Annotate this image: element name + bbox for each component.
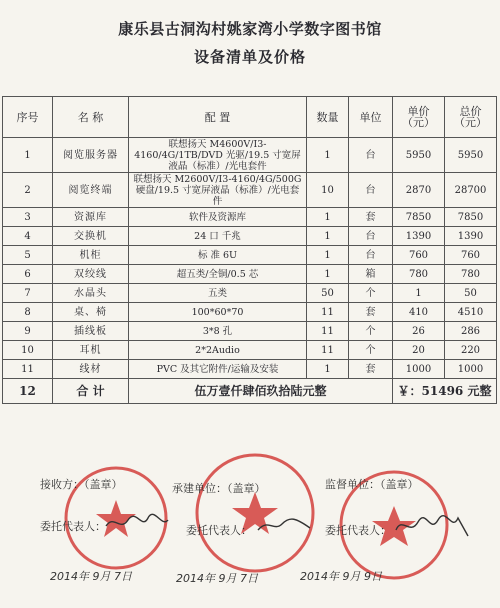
document-title: 康乐县古洞沟村姚家湾小学数字图书馆: [118, 20, 382, 38]
row-number: 7: [3, 284, 53, 303]
table-row: [3, 138, 497, 173]
table-row: [3, 360, 497, 379]
date-supervisor: 2014年 9月 9日: [300, 570, 382, 583]
item-quantity: 1: [307, 138, 349, 173]
item-name: 阅览终端: [53, 173, 129, 208]
item-unit-price: 760: [393, 246, 445, 265]
item-name: 机柜: [53, 246, 129, 265]
item-name: 插线板: [53, 322, 129, 341]
item-total-price: 4510: [445, 303, 497, 322]
item-quantity: 1: [307, 360, 349, 379]
provider-signature-icon: [254, 512, 314, 538]
table-row: [3, 265, 497, 284]
item-name: 水晶头: [53, 284, 129, 303]
total-amount: ￥：51496 元整: [393, 379, 497, 404]
item-name: 桌、椅: [53, 303, 129, 322]
receiver-rep-label: 委托代表人：: [40, 520, 106, 533]
item-config: 联想扬天 M4600V/I3-4160/4G/1TB/DVD 光驱/19.5 寸宽屏液晶（标准）/光电套件: [129, 138, 307, 173]
item-quantity: 50: [307, 284, 349, 303]
column-header: 总价（元）: [445, 97, 497, 138]
item-unit: 箱: [349, 265, 393, 284]
table-row: [3, 227, 497, 246]
item-unit: 套: [349, 303, 393, 322]
item-config: 联想扬天 M2600V/I3-4160/4G/500G 硬盘/19.5 寸宽屏液晶（标准）/光电套件: [129, 173, 307, 208]
receiver-signature-icon: [102, 510, 172, 536]
row-number: 11: [3, 360, 53, 379]
item-unit-price: 5950: [393, 138, 445, 173]
row-number: 10: [3, 341, 53, 360]
item-quantity: 1: [307, 265, 349, 284]
total-row-number: 12: [3, 379, 53, 404]
column-header: 单位: [349, 97, 393, 138]
item-unit: 套: [349, 208, 393, 227]
row-number: 5: [3, 246, 53, 265]
table-header-row: [3, 97, 497, 138]
supervisor-rep-label: 委托代表人：: [325, 524, 391, 537]
item-quantity: 10: [307, 173, 349, 208]
item-config: 软件及资源库: [129, 208, 307, 227]
item-unit-price: 7850: [393, 208, 445, 227]
item-name: 线材: [53, 360, 129, 379]
item-unit: 台: [349, 173, 393, 208]
row-number: 8: [3, 303, 53, 322]
item-quantity: 1: [307, 246, 349, 265]
item-unit-price: 26: [393, 322, 445, 341]
date-receiver: 2014年 9月 7日: [50, 570, 132, 583]
item-name: 阅览服务器: [53, 138, 129, 173]
item-unit-price: 1: [393, 284, 445, 303]
item-config: 标 准 6U: [129, 246, 307, 265]
table-row: [3, 303, 497, 322]
item-total-price: 50: [445, 284, 497, 303]
provider-rep-label: 委托代表人：: [186, 524, 252, 537]
item-quantity: 1: [307, 208, 349, 227]
supervisor-label: 监督单位：（盖章）: [325, 478, 419, 491]
table-row: [3, 173, 497, 208]
item-name: 交换机: [53, 227, 129, 246]
item-total-price: 28700: [445, 173, 497, 208]
item-unit: 套: [349, 360, 393, 379]
document-subtitle: 设备清单及价格: [193, 48, 306, 66]
table-row: [3, 246, 497, 265]
column-header: 配 置: [129, 97, 307, 138]
date-provider: 2014年 9月 7日: [176, 572, 258, 585]
item-unit: 台: [349, 138, 393, 173]
total-amount-words: 伍万壹仟肆佰玖拾陆元整: [129, 379, 393, 404]
item-config: 2*2Audio: [129, 341, 307, 360]
item-name: 双绞线: [53, 265, 129, 284]
item-total-price: 1000: [445, 360, 497, 379]
column-header: 序号: [3, 97, 53, 138]
table-row: [3, 284, 497, 303]
item-name: 资源库: [53, 208, 129, 227]
table-row: [3, 208, 497, 227]
item-config: 超五类/全铜/0.5 芯: [129, 265, 307, 284]
equipment-table: [2, 96, 497, 404]
item-total-price: 220: [445, 341, 497, 360]
row-number: 3: [3, 208, 53, 227]
column-header: 数量: [307, 97, 349, 138]
provider-label: 承建单位：（盖章）: [172, 482, 266, 495]
table-row: [3, 322, 497, 341]
item-unit-price: 1390: [393, 227, 445, 246]
item-unit-price: 1000: [393, 360, 445, 379]
total-row: [3, 379, 497, 404]
item-config: PVC 及其它附件/运输及安装: [129, 360, 307, 379]
item-total-price: 760: [445, 246, 497, 265]
row-number: 9: [3, 322, 53, 341]
item-total-price: 1390: [445, 227, 497, 246]
supervisor-signature-icon: [392, 508, 472, 542]
item-quantity: 11: [307, 341, 349, 360]
item-unit: 台: [349, 246, 393, 265]
item-quantity: 11: [307, 322, 349, 341]
item-name: 耳机: [53, 341, 129, 360]
item-unit-price: 780: [393, 265, 445, 284]
total-row-label: 合 计: [53, 379, 129, 404]
item-total-price: 7850: [445, 208, 497, 227]
item-unit: 个: [349, 284, 393, 303]
column-header: 单价（元）: [393, 97, 445, 138]
receiver-label: 接收方：（盖章）: [40, 478, 123, 491]
item-total-price: 5950: [445, 138, 497, 173]
column-header: 名 称: [53, 97, 129, 138]
item-unit: 台: [349, 227, 393, 246]
item-total-price: 780: [445, 265, 497, 284]
row-number: 4: [3, 227, 53, 246]
table-row: [3, 341, 497, 360]
item-unit: 个: [349, 322, 393, 341]
item-unit-price: 410: [393, 303, 445, 322]
item-config: 3*8 孔: [129, 322, 307, 341]
item-unit-price: 20: [393, 341, 445, 360]
item-quantity: 1: [307, 227, 349, 246]
item-unit: 个: [349, 341, 393, 360]
item-unit-price: 2870: [393, 173, 445, 208]
item-total-price: 286: [445, 322, 497, 341]
item-config: 24 口 千兆: [129, 227, 307, 246]
row-number: 6: [3, 265, 53, 284]
item-quantity: 11: [307, 303, 349, 322]
item-config: 五类: [129, 284, 307, 303]
row-number: 1: [3, 138, 53, 173]
row-number: 2: [3, 173, 53, 208]
item-config: 100*60*70: [129, 303, 307, 322]
